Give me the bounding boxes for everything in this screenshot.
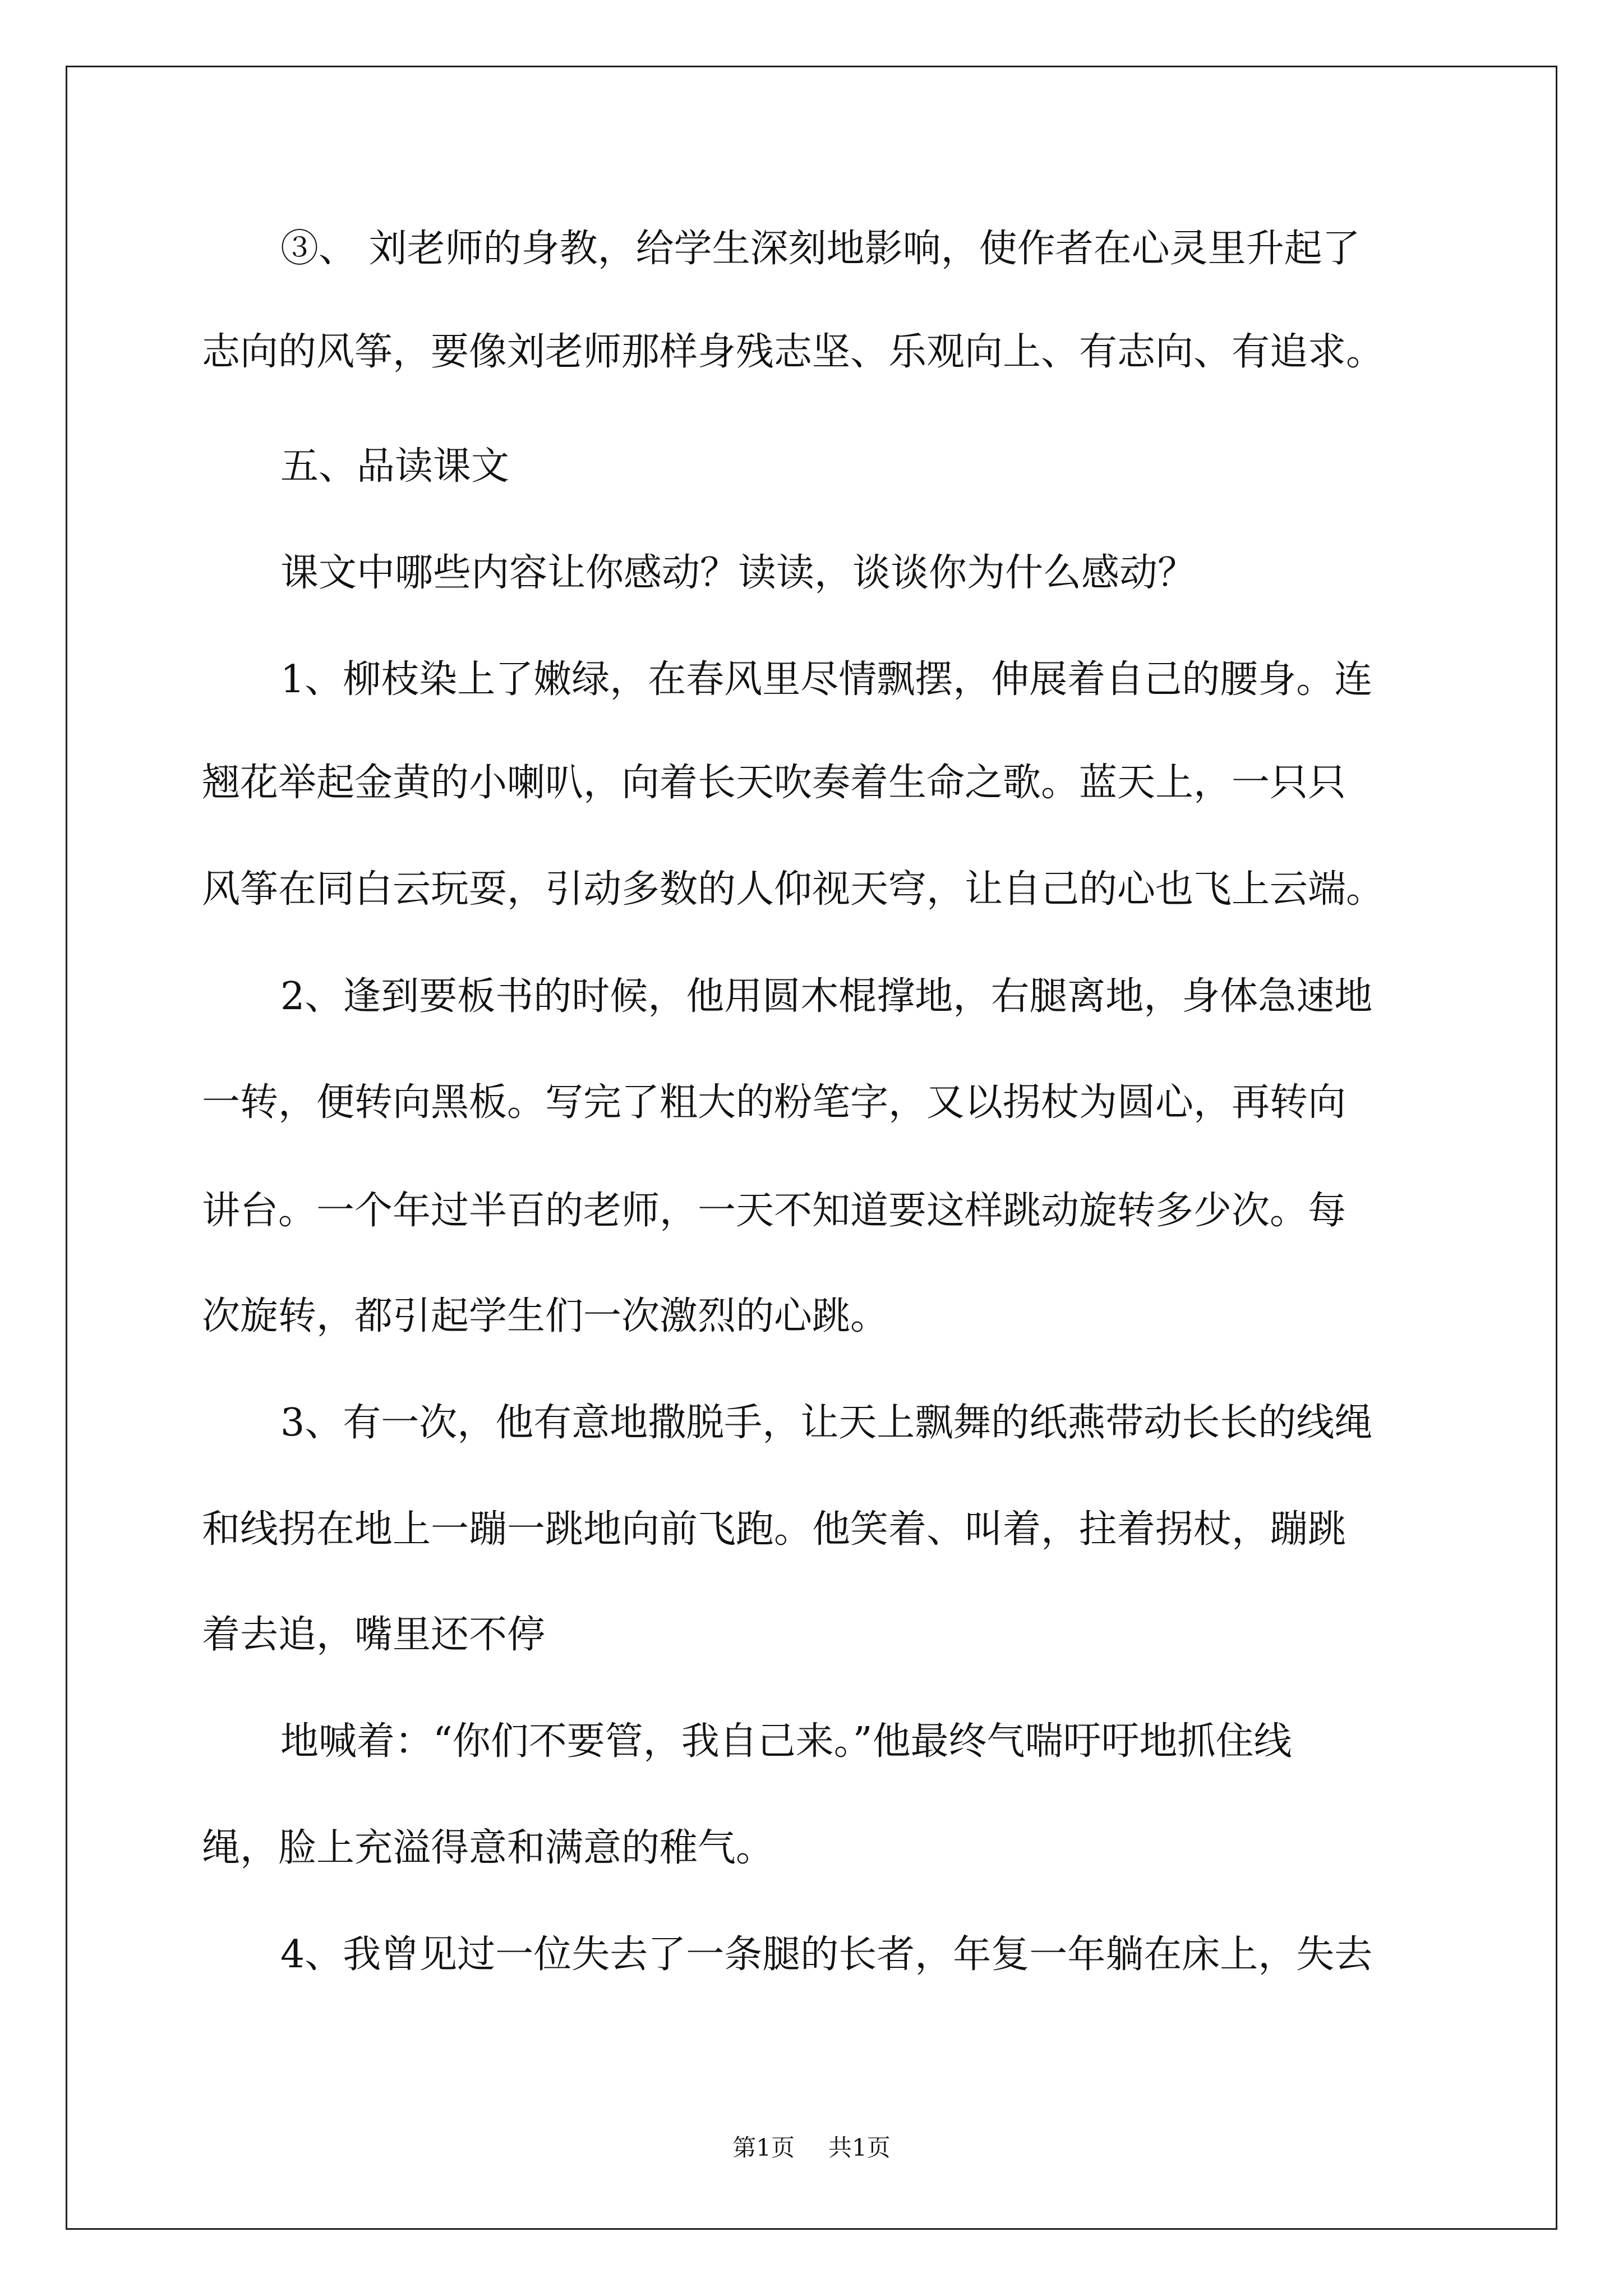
- paragraph-line: ③、 刘老师的身教，给学生深刻地影响，使作者在心灵里升起了: [280, 227, 1361, 271]
- page-number-total: 共1页: [828, 2134, 891, 2161]
- paragraph-line: 地喊着：“你们不要管，我自己来。”他最终气喘吁吁地抓住线: [280, 1719, 1292, 1764]
- paragraph-line: 风筝在同白云玩耍，引动多数的人仰视天穹，让自己的心也飞上云端。: [202, 867, 1385, 912]
- page-number-current: 第1页: [732, 2134, 795, 2161]
- paragraph-line: 4、我曾见过一位失去了一条腿的长者，年复一年躺在床上，失去: [280, 1932, 1373, 1977]
- paragraph-line: 一转，便转向黑板。写完了粗大的粉笔字，又以拐杖为圆心，再转向: [202, 1080, 1347, 1125]
- paragraph-line: 志向的风筝，要像刘老师那样身残志坚、乐观向上、有志向、有追求。: [202, 330, 1385, 374]
- paragraph-line: 1、柳枝染上了嫩绿，在春风里尽情飘摆，伸展着自己的腰身。连: [280, 657, 1373, 702]
- paragraph-line: 翘花举起金黄的小喇叭，向着长天吹奏着生命之歌。蓝天上，一只只: [202, 761, 1347, 805]
- paragraph-line: 讲台。一个年过半百的老师，一天不知道要这样跳动旋转多少次。每: [202, 1189, 1347, 1233]
- paragraph-line: 着去追，嘴里还不停: [202, 1613, 546, 1657]
- page-border: [66, 66, 1557, 2230]
- section-heading: 五、品读课文: [280, 444, 510, 489]
- paragraph-line: 次旋转，都引起学生们一次激烈的心跳。: [202, 1294, 889, 1338]
- paragraph-line: 3、有一次，他有意地撒脱手，让天上飘舞的纸燕带动长长的线绳: [280, 1401, 1373, 1445]
- page-footer: [0, 2136, 1623, 2160]
- paragraph-line: 2、逢到要板书的时候，他用圆木棍撑地，右腿离地，身体急速地: [280, 974, 1373, 1019]
- paragraph-line: 课文中哪些内容让你感动？读读，谈谈你为什么感动？: [280, 551, 1196, 595]
- paragraph-line: 和线拐在地上一蹦一跳地向前飞跑。他笑着、叫着，拄着拐杖，蹦跳: [202, 1507, 1347, 1552]
- paragraph-line: 绳，脸上充溢得意和满意的稚气。: [202, 1826, 774, 1870]
